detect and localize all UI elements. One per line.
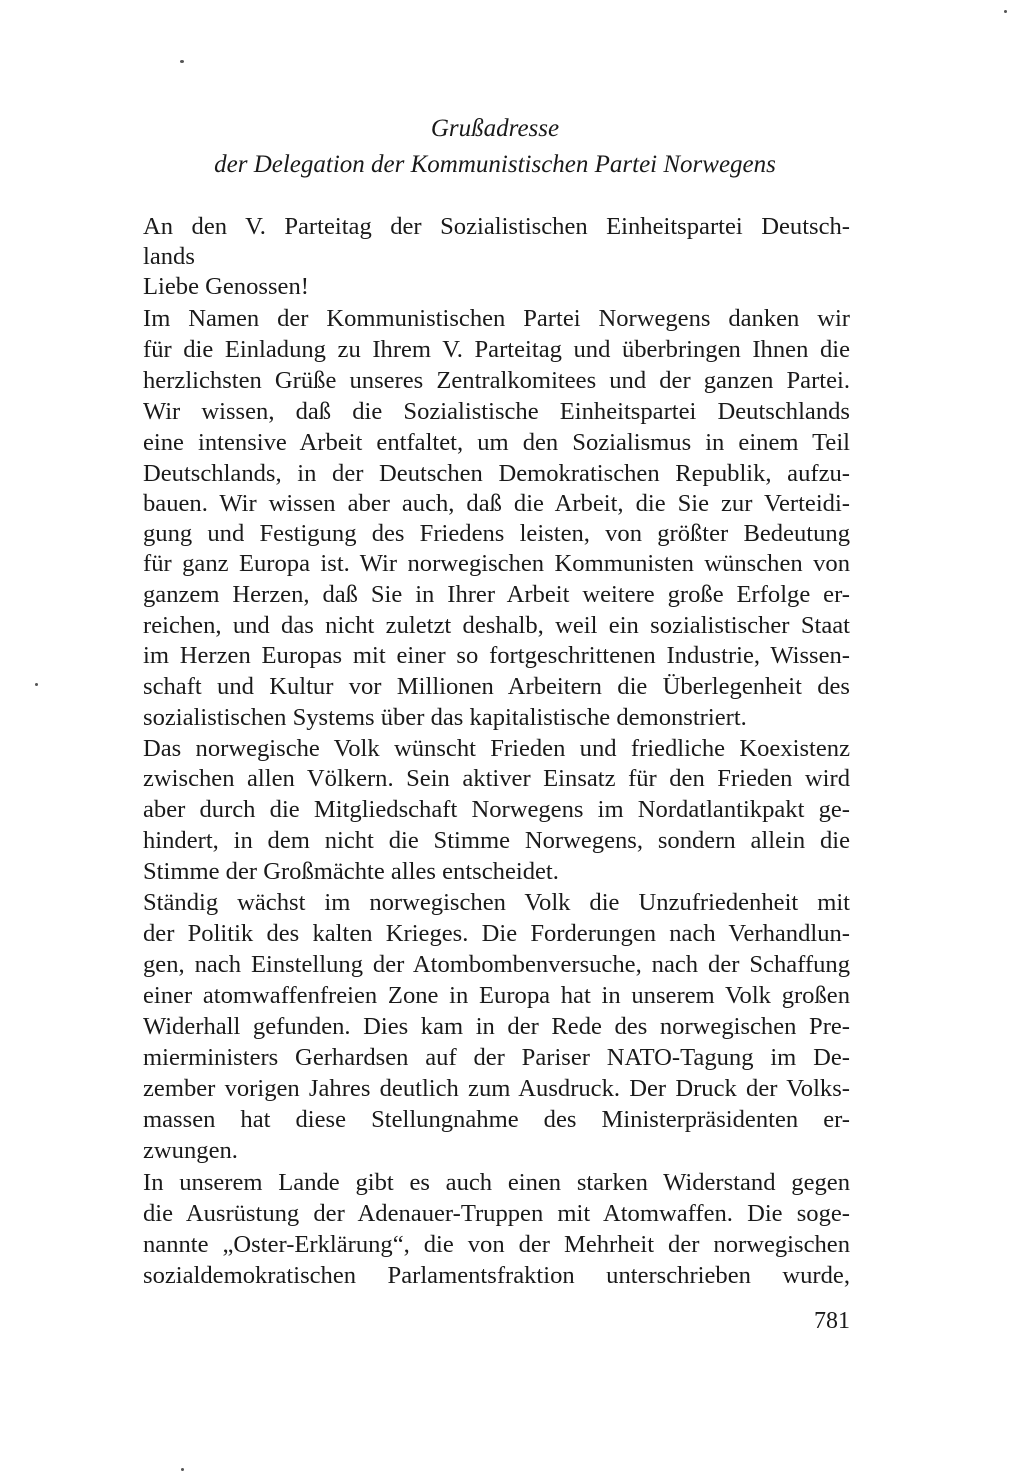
text-line: mierministers Gerhardsen auf der Pariser NATO-Tagung im De- <box>143 1044 850 1071</box>
text-line: Deutschlands, in der Deutschen Demokratischen Republik, aufzu- <box>143 460 850 487</box>
text-line: schaft und Kultur vor Millionen Arbeitern die Überlegenheit des <box>143 673 850 700</box>
text-line: zember vorigen Jahres deutlich zum Ausdruck. Der Druck der Volks- <box>143 1075 850 1102</box>
scan-speck <box>181 1468 184 1471</box>
text-line: massen hat diese Stellungnahme des Ministerpräsidenten er- <box>143 1106 850 1133</box>
text-line: Das norwegische Volk wünscht Frieden und friedliche Koexistenz <box>143 735 850 762</box>
document-subtitle: der Delegation der Kommunistischen Partei Norwegens <box>214 151 776 178</box>
text-line: der Politik des kalten Krieges. Die Forderungen nach Verhandlun- <box>143 920 850 947</box>
text-line: In unserem Lande gibt es auch einen starken Widerstand gegen <box>143 1169 850 1196</box>
text-line: Stimme der Großmächte alles entscheidet. <box>143 858 559 885</box>
text-line: ganzem Herzen, daß Sie in Ihrer Arbeit weitere große Erfolge er- <box>143 581 850 608</box>
text-line: eine intensive Arbeit entfaltet, um den Sozialismus in einem Teil <box>143 429 850 456</box>
text-line: Wir wissen, daß die Sozialistische Einheitspartei Deutschlands <box>143 398 850 425</box>
text-line: An den V. Parteitag der Sozialistischen Einheitspartei Deutsch- <box>143 213 850 240</box>
text-line: aber durch die Mitgliedschaft Norwegens im Nordatlantikpakt ge- <box>143 796 850 823</box>
text-line: herzlichsten Grüße unseres Zentralkomitees und der ganzen Partei. <box>143 367 850 394</box>
text-line: sozialistischen Systems über das kapitalistische demonstriert. <box>143 704 747 731</box>
text-line: für die Einladung zu Ihrem V. Parteitag und überbringen Ihnen die <box>143 336 850 363</box>
text-line: bauen. Wir wissen aber auch, daß die Arbeit, die Sie zur Verteidi- <box>143 490 850 517</box>
text-line: Liebe Genossen! <box>143 273 309 300</box>
text-line: Ständig wächst im norwegischen Volk die Unzufriedenheit mit <box>143 889 850 916</box>
text-line: Widerhall gefunden. Dies kam in der Rede des norwegischen Pre- <box>143 1013 850 1040</box>
text-line: Im Namen der Kommunistischen Partei Norwegens danken wir <box>143 305 850 332</box>
text-line: einer atomwaffenfreien Zone in Europa hat in unserem Volk großen <box>143 982 850 1009</box>
text-line: zwungen. <box>143 1137 238 1164</box>
scan-speck <box>180 60 184 63</box>
text-line: für ganz Europa ist. Wir norwegischen Kommunisten wünschen von <box>143 550 850 577</box>
text-line: gung und Festigung des Friedens leisten, von größter Bedeutung <box>143 520 850 547</box>
text-line: gen, nach Einstellung der Atombombenversuche, nach der Schaffung <box>143 951 850 978</box>
text-line: im Herzen Europas mit einer so fortgeschrittenen Industrie, Wissen- <box>143 642 850 669</box>
text-line: die Ausrüstung der Adenauer-Truppen mit Atomwaffen. Die soge- <box>143 1200 850 1227</box>
text-line: lands <box>143 243 195 270</box>
text-line: reichen, und das nicht zuletzt deshalb, weil ein sozialistischer Staat <box>143 612 850 639</box>
scan-speck <box>35 683 38 686</box>
text-line: sozialdemokratischen Parlamentsfraktion unterschrieben wurde, <box>143 1262 850 1289</box>
page-number: 781 <box>814 1308 850 1334</box>
text-line: nannte „Oster-Erklärung“, die von der Mehrheit der norwegischen <box>143 1231 850 1258</box>
text-line: zwischen allen Völkern. Sein aktiver Einsatz für den Frieden wird <box>143 765 850 792</box>
text-line: hindert, in dem nicht die Stimme Norwegens, sondern allein die <box>143 827 850 854</box>
scan-speck <box>1004 10 1007 13</box>
document-title: Grußadresse <box>430 115 560 142</box>
